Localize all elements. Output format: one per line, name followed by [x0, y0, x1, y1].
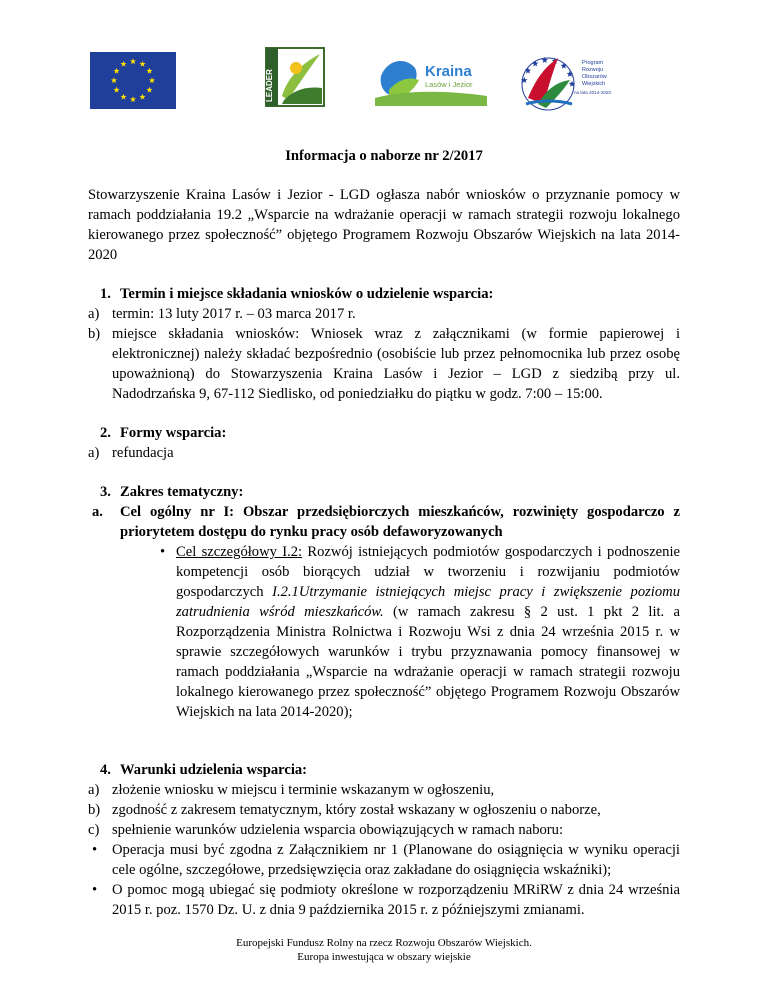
- section-4-heading: [88, 760, 680, 780]
- item-text: złożenie wniosku w miejscu i terminie wskazanym w ogłoszeniu,: [112, 782, 495, 798]
- bullet-marker: •: [92, 842, 98, 858]
- section-2: [88, 423, 680, 463]
- section-4-number: 4.: [100, 762, 111, 778]
- footer-line-2: Europa inwestująca w obszary wiejskie: [297, 951, 471, 963]
- item-marker: a): [88, 782, 100, 798]
- section-4-heading-text: Warunki udzielenia wsparcia:: [120, 762, 308, 778]
- leader-logo-text: LEADER: [265, 69, 274, 102]
- section-1-number: 1.: [100, 286, 111, 302]
- item-marker: b): [88, 802, 101, 818]
- bullet-text: O pomoc mogą ubiegać się podmioty określone w rozporządzeniu MRiRW z dnia 24 września 2015 r. poz. 1570 Dz. U. z dnia 9 października 2015 r. z późniejszymi zmianami.: [112, 882, 680, 918]
- section-2-number: 2.: [100, 425, 111, 441]
- goal-text: Cel ogólny nr I: Obszar przedsiębiorczych mieszkańców, rozwinięty gospodarczo z priorytetem dostępu do rynku pracy osób defaworyzowanych: [120, 504, 680, 540]
- section-4-item-b: [88, 800, 680, 820]
- prow-line-4: Wiejskich: [582, 81, 606, 87]
- item-text: zgodność z zakresem tematycznym, który został wskazany w ogłoszeniu o naborze,: [112, 802, 601, 818]
- section-3-specific-goal: [88, 542, 680, 722]
- item-marker: a): [88, 306, 100, 322]
- section-4-item-c: [88, 820, 680, 840]
- section-2-heading-text: Formy wsparcia:: [120, 425, 227, 441]
- item-text: spełnienie warunków udzielenia wsparcia obowiązujących w ramach naboru:: [112, 822, 564, 838]
- document-title: Informacja o naborze nr 2/2017: [285, 148, 483, 164]
- section-3-number: 3.: [100, 484, 111, 500]
- page-footer: [0, 936, 768, 964]
- section-3-goal-a: [88, 502, 680, 542]
- prow-line-2: Rozwoju: [582, 67, 604, 73]
- item-marker: a): [88, 445, 100, 461]
- eu-flag-icon: [90, 52, 176, 109]
- prow-logo: [518, 44, 620, 114]
- bullet-marker: •: [92, 882, 98, 898]
- section-4-bullet-1: [88, 840, 680, 880]
- footer-line-1: Europejski Fundusz Rolny na rzecz Rozwoju Obszarów Wiejskich.: [236, 937, 532, 949]
- section-1: [88, 284, 680, 404]
- prow-line-1: Program: [582, 60, 604, 66]
- section-1-item-b: [88, 324, 680, 404]
- item-text: miejsce składania wniosków: Wniosek wraz z załącznikami (w formie papierowej i elektronicznej) należy składać bezpośrednio (osobiście lub przez pełnomocnika lub przez osobę upoważnioną) do Stowarzyszenia Kraina Lasów i Jezior – LGD z siedzibą przy ul. Nadodrzańska 9, 67-112 Siedlisko, od poniedziałku do piątku w godz. 7:00 – 15:00.: [112, 326, 680, 402]
- item-text: termin: 13 luty 2017 r. – 03 marca 2017 r.: [112, 306, 356, 322]
- item-marker: b): [88, 326, 101, 342]
- item-text: refundacja: [112, 445, 174, 461]
- specific-goal-italic: I.2.1Utrzymanie istniejących miejsc pracy i zwiększenie poziomu zatrudnienia wśród mieszkańców.: [176, 584, 680, 620]
- kraina-subtitle: Lasów i Jezior: [425, 80, 473, 89]
- item-marker: a.: [92, 504, 103, 520]
- kraina-lasow-logo: [375, 50, 487, 106]
- section-2-heading: [88, 423, 680, 443]
- prow-line-3: Obszarów: [582, 74, 607, 80]
- section-1-heading-text: Termin i miejsce składania wniosków o udzielenie wsparcia:: [120, 286, 494, 302]
- bullet-text: Operacja musi być zgodna z Załącznikiem nr 1 (Planowane do osiągnięcia w wyniku operacji cele ogólne, szczegółowe, przedsięwzięcia oraz zakładane do osiągnięcia wskaźniki);: [112, 842, 680, 878]
- section-1-item-a: [88, 304, 680, 324]
- intro-paragraph: Stowarzyszenie Kraina Lasów i Jezior - LGD ogłasza nabór wniosków o przyznanie pomocy w ramach poddziałania 19.2 „Wsparcie na wdrażanie operacji w ramach strategii rozwoju lokalnego kierowanego przez społeczność” objętego Programem Rozwoju Obszarów Wiejskich na lata 2014-2020: [88, 187, 680, 263]
- leader-logo: [264, 46, 326, 108]
- logo-bar: [0, 44, 768, 104]
- item-marker: c): [88, 822, 100, 838]
- specific-goal-rest: (w ramach zakresu § 2 ust. 1 pkt 2 lit. a Rozporządzenia Ministra Rolnictwa i Rozwoju Wsi z dnia 24 września 2015 r. w sprawie szczegółowych warunków i trybu przyznawania pomocy finansowej w ramach poddziałania „Wsparcie na wdrażanie operacji w ramach strategii rozwoju lokalnego kierowanego przez społeczność” objętego Programem Rozwoju Obszarów Wiejskich na lata 2014-2020);: [176, 604, 681, 720]
- specific-goal-label: Cel szczegółowy I.2:: [176, 544, 303, 560]
- section-3-heading: [88, 482, 680, 502]
- section-4-item-a: [88, 780, 680, 800]
- prow-line-5: na lata 2014-2020: [574, 90, 612, 95]
- specific-goal-text: Rozwój istniejących podmiotów gospodarczych i podnoszenie kompetencji osób biorących udział w tworzeniu i rozwijaniu podmiotów gospodarczych: [176, 544, 680, 600]
- section-1-heading: [88, 284, 680, 304]
- kraina-title: Kraina: [425, 63, 472, 80]
- document-body: [88, 146, 680, 939]
- section-4: [88, 760, 680, 920]
- bullet-marker: •: [160, 544, 166, 560]
- section-3: [88, 482, 680, 722]
- section-4-bullet-2: [88, 880, 680, 920]
- section-2-item-a: [88, 443, 680, 463]
- section-3-heading-text: Zakres tematyczny:: [120, 484, 244, 500]
